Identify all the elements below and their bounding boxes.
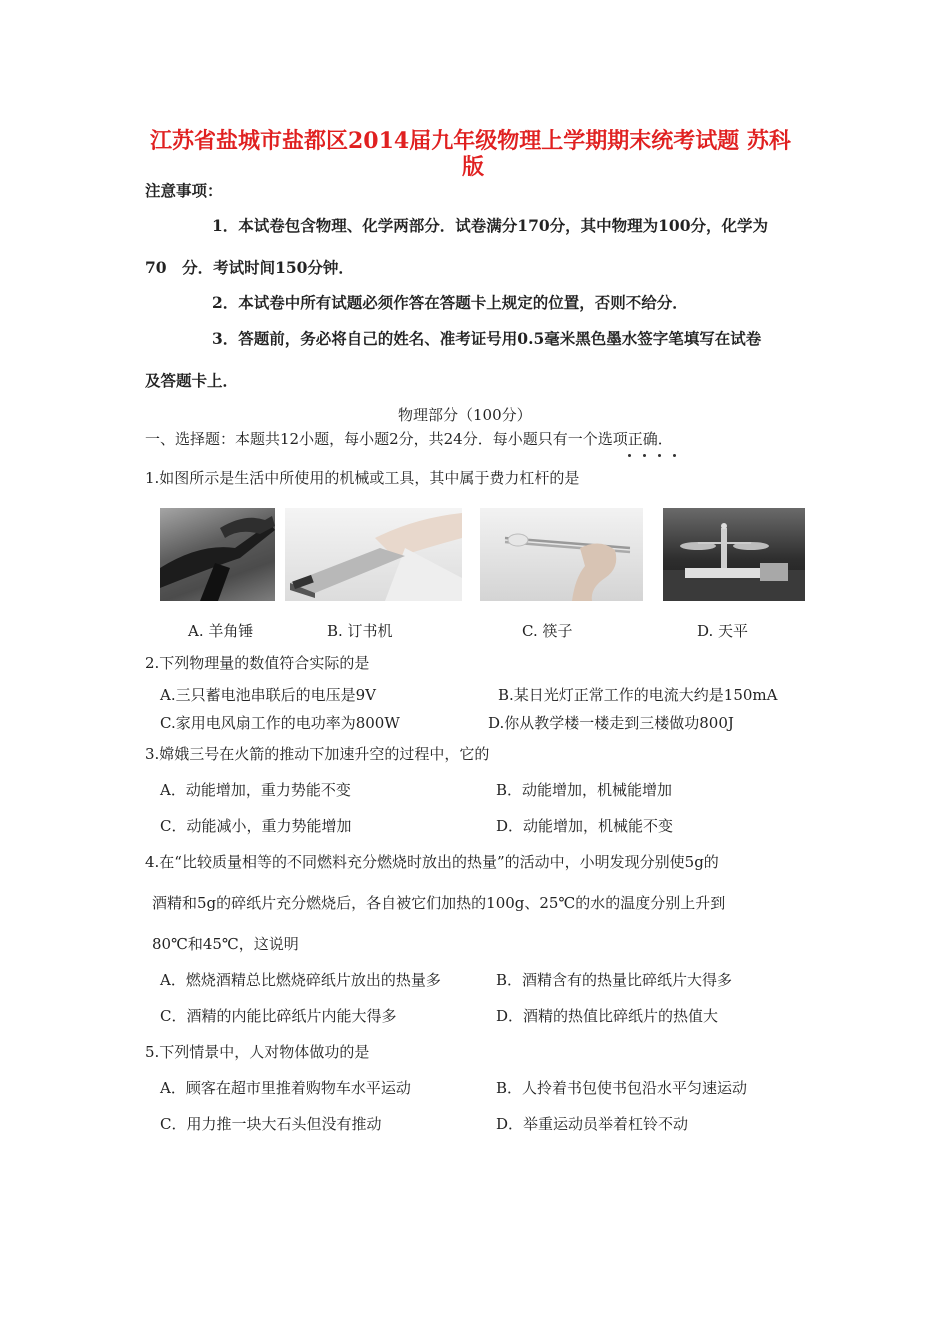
question-3-option-a: A．动能增加，重力势能不变 bbox=[160, 781, 351, 799]
question-1-option-b: B. 订书机 bbox=[327, 622, 393, 640]
question-4-stem-line2: 酒精和5g的碎纸片充分燃烧后，各自被它们加热的100g、25℃的水的温度分别上升到 bbox=[152, 894, 726, 912]
stapler-image bbox=[285, 508, 462, 601]
question-4-stem-line1: 4.在“比较质量相等的不同燃料充分燃烧时放出的热量”的活动中，小明发现分别使5g的 bbox=[145, 853, 719, 871]
balance-scale-image bbox=[663, 508, 805, 601]
question-5-option-a: A．顾客在超市里推着购物车水平运动 bbox=[160, 1079, 411, 1097]
question-2-option-c: C.家用电风扇工作的电功率为800W bbox=[160, 714, 400, 732]
note-item-3-line2: 及答题卡上． bbox=[145, 371, 239, 390]
document-title-line2: 版 bbox=[462, 154, 485, 180]
question-5-stem: 5.下列情景中，人对物体做功的是 bbox=[145, 1043, 370, 1061]
note-item-2: 2．本试卷中所有试题必须作答在答题卡上规定的位置，否则不给分． bbox=[212, 293, 688, 312]
question-4-option-a: A．燃烧酒精总比燃烧碎纸片放出的热量多 bbox=[160, 971, 441, 989]
question-1-option-d: D. 天平 bbox=[697, 622, 749, 640]
question-4-option-c: C．酒精的内能比碎纸片内能大得多 bbox=[160, 1007, 397, 1025]
section-title: 物理部分（100分） bbox=[398, 406, 532, 424]
question-5-option-d: D．举重运动员举着杠铃不动 bbox=[496, 1115, 689, 1133]
question-1-stem: 1.如图所示是生活中所使用的机械或工具，其中属于费力杠杆的是 bbox=[145, 469, 580, 487]
question-5-option-b: B．人拎着书包使书包沿水平匀速运动 bbox=[496, 1079, 748, 1097]
question-2-option-d: D.你从教学楼一楼走到三楼做功800J bbox=[488, 714, 734, 732]
notes-heading: 注意事项： bbox=[145, 181, 223, 200]
question-1-option-a: A. 羊角锤 bbox=[188, 622, 254, 640]
emphasis-dot bbox=[643, 454, 646, 457]
question-4-stem-line3: 80℃和45℃，这说明 bbox=[152, 935, 299, 953]
question-4-option-b: B．酒精含有的热量比碎纸片大得多 bbox=[496, 971, 733, 989]
question-2-option-b: B.某日光灯正常工作的电流大约是150mA bbox=[498, 686, 778, 704]
question-4-option-d: D．酒精的热值比碎纸片的热值大 bbox=[496, 1007, 719, 1025]
document-title-line1: 江苏省盐城市盐都区2014届九年级物理上学期期末统考试题 苏科 bbox=[150, 128, 791, 154]
claw-hammer-image bbox=[160, 508, 275, 601]
note-item-1-line1: 1．本试卷包含物理、化学两部分．试卷满分170分，其中物理为100分，化学为 bbox=[212, 216, 768, 235]
question-5-option-c: C．用力推一块大石头但没有推动 bbox=[160, 1115, 382, 1133]
question-3-stem: 3.嫦娥三号在火箭的推动下加速升空的过程中，它的 bbox=[145, 745, 490, 763]
emphasis-dot bbox=[628, 454, 631, 457]
question-2-option-a: A.三只蓄电池串联后的电压是9V bbox=[160, 686, 376, 704]
question-1-option-c: C. 筷子 bbox=[522, 622, 573, 640]
question-2-stem: 2.下列物理量的数值符合实际的是 bbox=[145, 654, 370, 672]
chopsticks-image bbox=[480, 508, 643, 601]
emphasis-dot bbox=[658, 454, 661, 457]
question-3-option-c: C．动能减小，重力势能增加 bbox=[160, 817, 352, 835]
emphasis-dot bbox=[673, 454, 676, 457]
note-item-3-line1: 3．答题前，务必将自己的姓名、准考证号用0.5毫米黑色墨水签字笔填写在试卷 bbox=[212, 329, 762, 348]
section-instruction: 一、选择题：本题共12小题，每小题2分，共24分．每小题只有一个选项正确． bbox=[145, 430, 673, 448]
question-3-option-b: B．动能增加，机械能增加 bbox=[496, 781, 673, 799]
note-item-1-line2: 70 分．考试时间150分钟． bbox=[145, 258, 354, 277]
question-3-option-d: D．动能增加，机械能不变 bbox=[496, 817, 674, 835]
